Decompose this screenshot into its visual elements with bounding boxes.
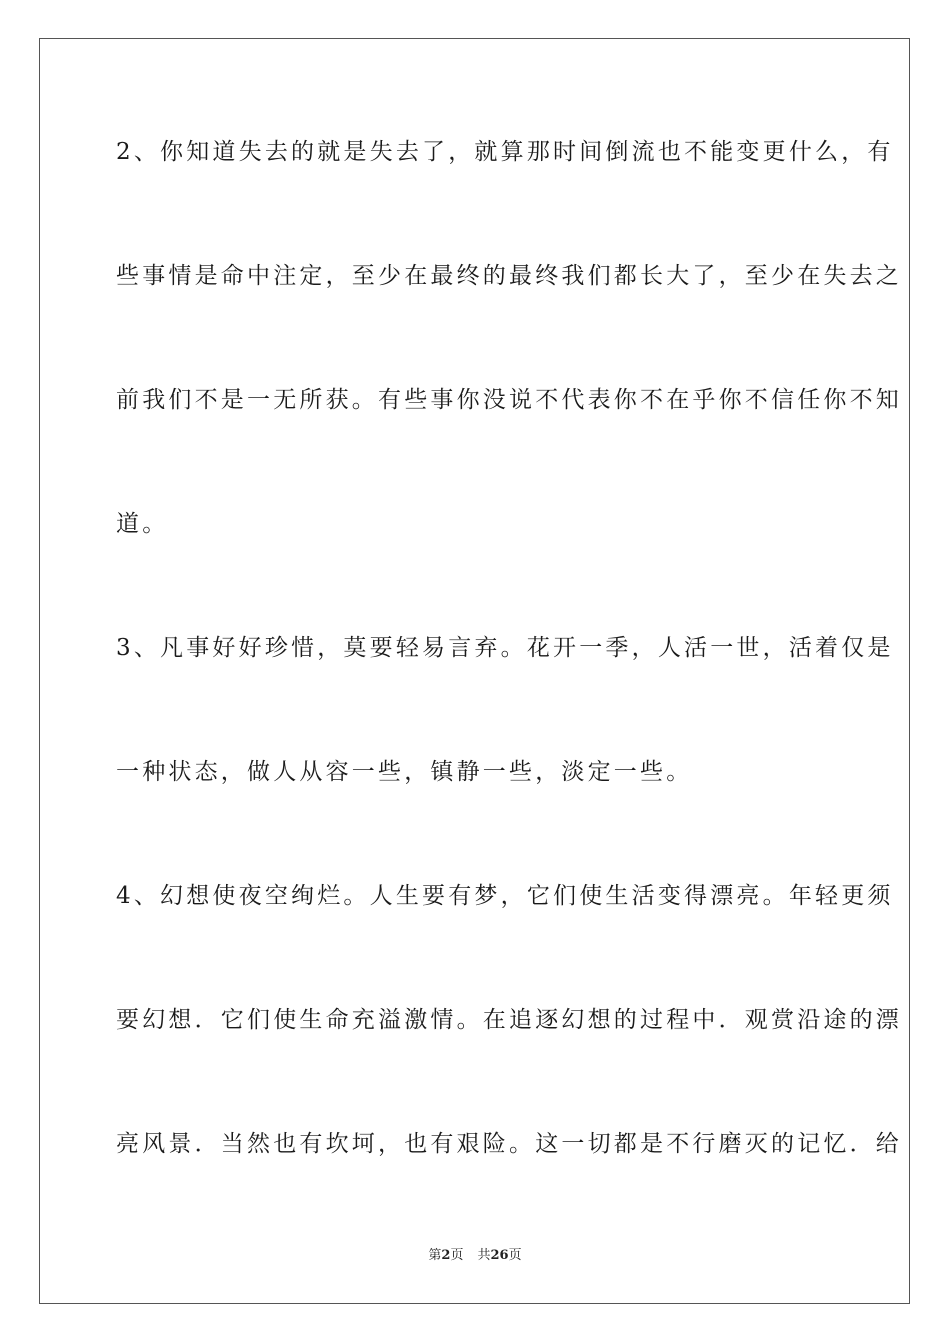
body-text-line: 2、你知道失去的就是失去了，就算那时间倒流也不能变更什么，有	[116, 139, 894, 165]
page-footer	[0, 1246, 950, 1266]
body-text-line: 道。	[116, 511, 169, 537]
body-text-line: 要幻想．它们使生命充溢激情。在追逐幻想的过程中．观赏沿途的漂	[116, 1007, 902, 1033]
body-text-line: 一种状态，做人从容一些，镇静一些，淡定一些。	[116, 759, 693, 785]
total-pages: 26	[490, 1248, 509, 1263]
body-text-line: 4、幻想使夜空绚烂。人生要有梦，它们使生活变得漂亮。年轻更须	[116, 883, 894, 909]
page-border	[39, 38, 910, 1304]
total-suffix: 页	[508, 1248, 522, 1263]
body-text-line: 前我们不是一无所获。有些事你没说不代表你不在乎你不信任你不知	[116, 387, 902, 413]
page-number: 2	[441, 1248, 451, 1263]
page-suffix: 页	[450, 1248, 464, 1263]
body-text-line: 3、凡事好好珍惜，莫要轻易言弃。花开一季，人活一世，活着仅是	[116, 635, 894, 661]
body-text-line: 些事情是命中注定，至少在最终的最终我们都长大了，至少在失去之	[116, 263, 902, 289]
page-prefix: 第	[428, 1248, 442, 1263]
total-prefix: 共	[477, 1248, 491, 1263]
body-text-line: 亮风景．当然也有坎坷，也有艰险。这一切都是不行磨灭的记忆．给	[116, 1131, 902, 1157]
